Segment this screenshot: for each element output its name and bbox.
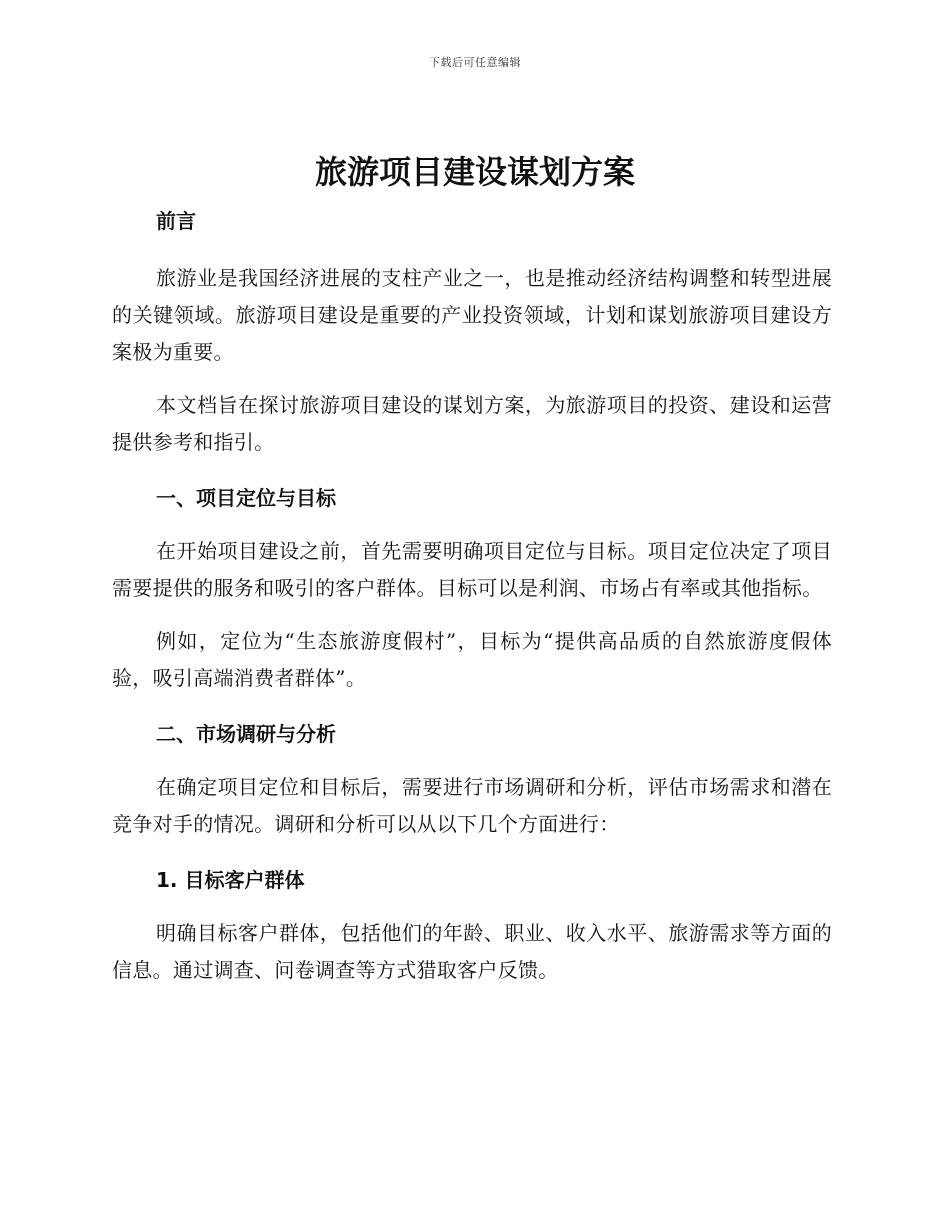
section-heading-market-research: 二、市场调研与分析 [156,722,336,746]
section-heading-positioning: 一、项目定位与目标 [156,486,336,510]
subsection-heading-target-customers: 1. 目标客户群体 [156,868,305,892]
paragraph-positioning-1: 在开始项目建设之前，首先需要明确项目定位与目标。项目定位决定了项目需要提供的服务和吸引的客户群体。目标可以是利润、市场占有率或其他指标。 [112,539,832,600]
paragraph-intro-2: 本文档旨在探讨旅游项目建设的谋划方案，为旅游项目的投资、建设和运营提供参考和指引。 [112,393,832,454]
paragraph-intro-1: 旅游业是我国经济进展的支柱产业之一，也是推动经济结构调整和转型进展的关键领域。旅游项目建设是重要的产业投资领域，计划和谋划旅游项目建设方案极为重要。 [112,266,832,364]
page-header-note: 下载后可任意编辑 [429,56,521,69]
section-heading-intro: 前言 [156,209,196,233]
paragraph-target-customers-1: 明确目标客户群体，包括他们的年龄、职业、收入水平、旅游需求等方面的信息。通过调查、问卷调查等方式猎取客户反馈。 [112,921,832,982]
document-title: 旅游项目建设谋划方案 [314,153,635,191]
paragraph-positioning-2: 例如，定位为“生态旅游度假村”，目标为“提供高品质的自然旅游度假体验，吸引高端消费者群体”。 [112,629,832,690]
document-body [112,204,832,989]
paragraph-market-research-1: 在确定项目定位和目标后，需要进行市场调研和分析，评估市场需求和潜在竞争对手的情况。调研和分析可以从以下几个方面进行： [112,775,832,836]
